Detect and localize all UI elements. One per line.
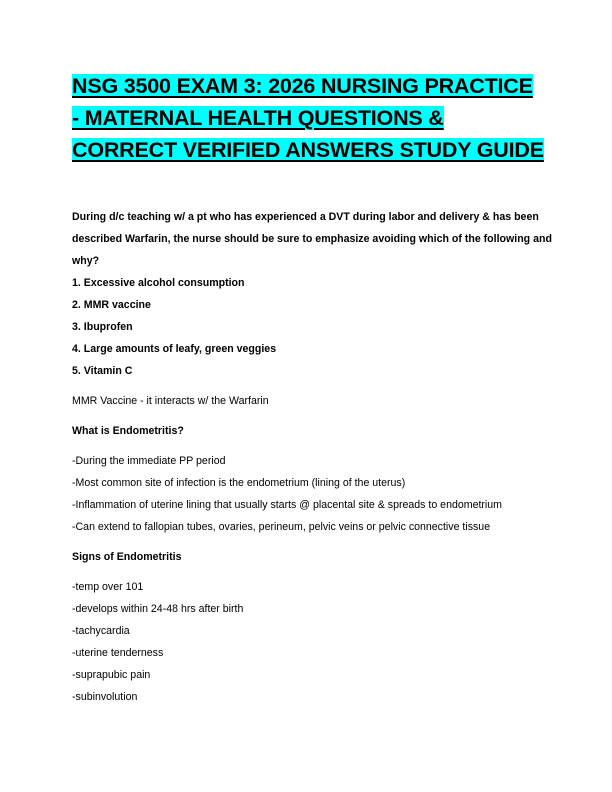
question-text: During d/c teaching w/ a pt who has experienced a DVT during labor and delivery & has been described Warfarin, the nurse should be sure to emphasize avoiding which of the following and why? bbox=[72, 211, 552, 267]
answer-item: -Most common site of infection is the endometrium (lining of the uterus) bbox=[72, 477, 406, 489]
answer-item: -suprapubic pain bbox=[72, 669, 151, 681]
answer-list bbox=[72, 450, 552, 538]
question-heading: Signs of Endometritis bbox=[72, 551, 182, 563]
answer-item: -temp over 101 bbox=[72, 581, 144, 593]
answer-item: -uterine tenderness bbox=[72, 647, 164, 659]
highlighted-title-text: NSG 3500 EXAM 3: 2026 NURSING PRACTICE - MATERNAL HEALTH QUESTIONS & CORRECT VERIFIED ANSWERS STUDY GUIDE bbox=[72, 74, 544, 162]
option-item: 4. Large amounts of leafy, green veggies bbox=[72, 343, 277, 355]
answer-item: -Can extend to fallopian tubes, ovaries, perineum, pelvic veins or pelvic connective tissue bbox=[72, 521, 491, 533]
answer-text: MMR Vaccine - it interacts w/ the Warfarin bbox=[72, 395, 269, 407]
option-item: 3. Ibuprofen bbox=[72, 321, 133, 333]
question-heading: What is Endometritis? bbox=[72, 425, 184, 437]
option-item: 5. Vitamin C bbox=[72, 365, 133, 377]
answer-item: -develops within 24-48 hrs after birth bbox=[72, 603, 244, 615]
answer-item: -tachycardia bbox=[72, 625, 130, 637]
question-block-1 bbox=[72, 206, 552, 382]
answer-item: -subinvolution bbox=[72, 691, 138, 703]
option-item: 1. Excessive alcohol consumption bbox=[72, 277, 245, 289]
document-title bbox=[72, 70, 544, 166]
option-item: 2. MMR vaccine bbox=[72, 299, 151, 311]
answer-item: -Inflammation of uterine lining that usually starts @ placental site & spreads to endometrium bbox=[72, 499, 503, 511]
answer-item: -During the immediate PP period bbox=[72, 455, 226, 467]
answer-options-list bbox=[72, 272, 552, 382]
answer-list bbox=[72, 576, 552, 708]
